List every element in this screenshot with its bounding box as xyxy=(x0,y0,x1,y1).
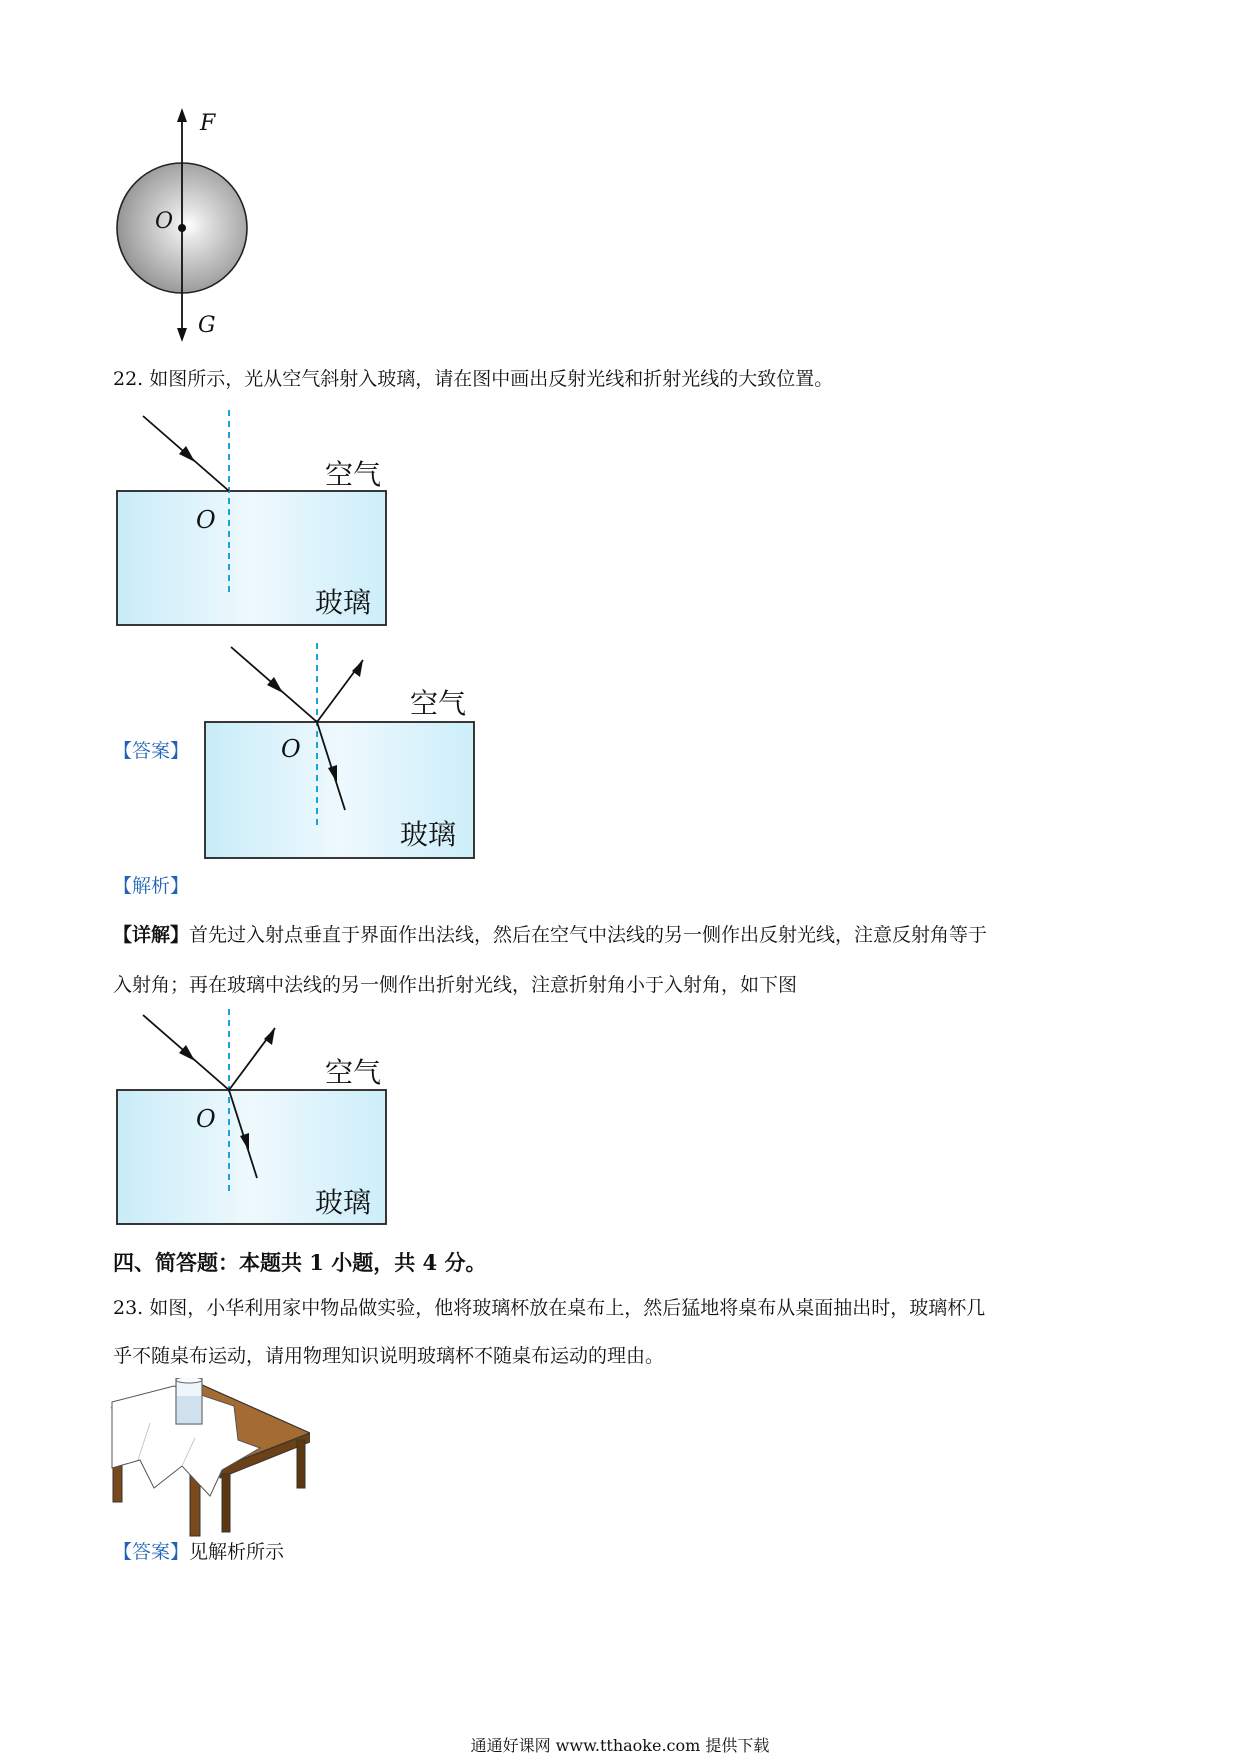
glass-label: 玻璃 xyxy=(315,586,372,619)
point-label: O xyxy=(281,735,301,763)
air-label: 空气 xyxy=(325,1056,382,1089)
label-G: G xyxy=(198,313,216,338)
arrow-icon xyxy=(352,660,363,677)
q22-detail-figure xyxy=(110,1005,400,1230)
q22-analysis-tag: 【解析】 xyxy=(113,875,190,897)
air-label: 空气 xyxy=(325,458,382,491)
arrow-icon xyxy=(264,1028,275,1045)
force-diagram xyxy=(100,100,260,350)
q22-detail-text1: 首先过入射点垂直于界面作出法线，然后在空气中法线的另一侧作出反射光线，注意反射角等于 xyxy=(189,924,988,946)
arrow-up-icon xyxy=(177,108,187,122)
point-label: O xyxy=(196,506,216,534)
label-O: O xyxy=(155,209,174,234)
q23-answer xyxy=(113,1543,284,1562)
glass-water xyxy=(177,1396,201,1423)
q23-line1 xyxy=(113,1299,985,1318)
center-point xyxy=(178,224,186,232)
q23-text1: 如图，小华利用家中物品做实验，他将玻璃杯放在桌布上，然后猛地将桌布从桌面抽出时，玻璃杯几 xyxy=(149,1297,986,1319)
arrow-down-icon xyxy=(177,328,187,342)
q22-answer-figure xyxy=(198,640,488,865)
q22-question xyxy=(113,370,833,389)
q23-line2: 乎不随桌布运动，请用物理知识说明玻璃杯不随桌布运动的理由。 xyxy=(113,1345,665,1367)
air-label: 空气 xyxy=(410,687,467,720)
q22-detail-line2: 入射角；再在玻璃中法线的另一侧作出折射光线，注意折射角小于入射角，如下图 xyxy=(113,974,798,996)
q22-text: 如图所示，光从空气斜射入玻璃，请在图中画出反射光线和折射光线的大致位置。 xyxy=(149,368,834,390)
table-leg xyxy=(297,1440,305,1488)
q23-number: 23. xyxy=(113,1297,144,1319)
glass-label: 玻璃 xyxy=(315,1186,372,1219)
q23-answer-text: 见解析所示 xyxy=(189,1541,285,1563)
table-figure xyxy=(110,1378,310,1538)
q23-answer-tag: 【答案】 xyxy=(113,1541,190,1563)
q22-detail-line1 xyxy=(113,926,987,945)
glass-rim xyxy=(176,1378,202,1383)
glass-label: 玻璃 xyxy=(400,818,457,851)
table-leg xyxy=(222,1474,230,1532)
section4-title: 四、简答题：本题共 1 小题，共 4 分。 xyxy=(113,1250,487,1275)
page-footer: 通通好课网 www.tthaoke.com 提供下载 xyxy=(470,1736,770,1755)
point-label: O xyxy=(196,1105,216,1133)
label-F: F xyxy=(200,111,216,136)
q22-answer-tag: 【答案】 xyxy=(113,740,190,762)
q22-figure xyxy=(110,405,400,630)
q22-number: 22. xyxy=(113,368,144,390)
q22-detail-tag: 【详解】 xyxy=(113,924,190,946)
